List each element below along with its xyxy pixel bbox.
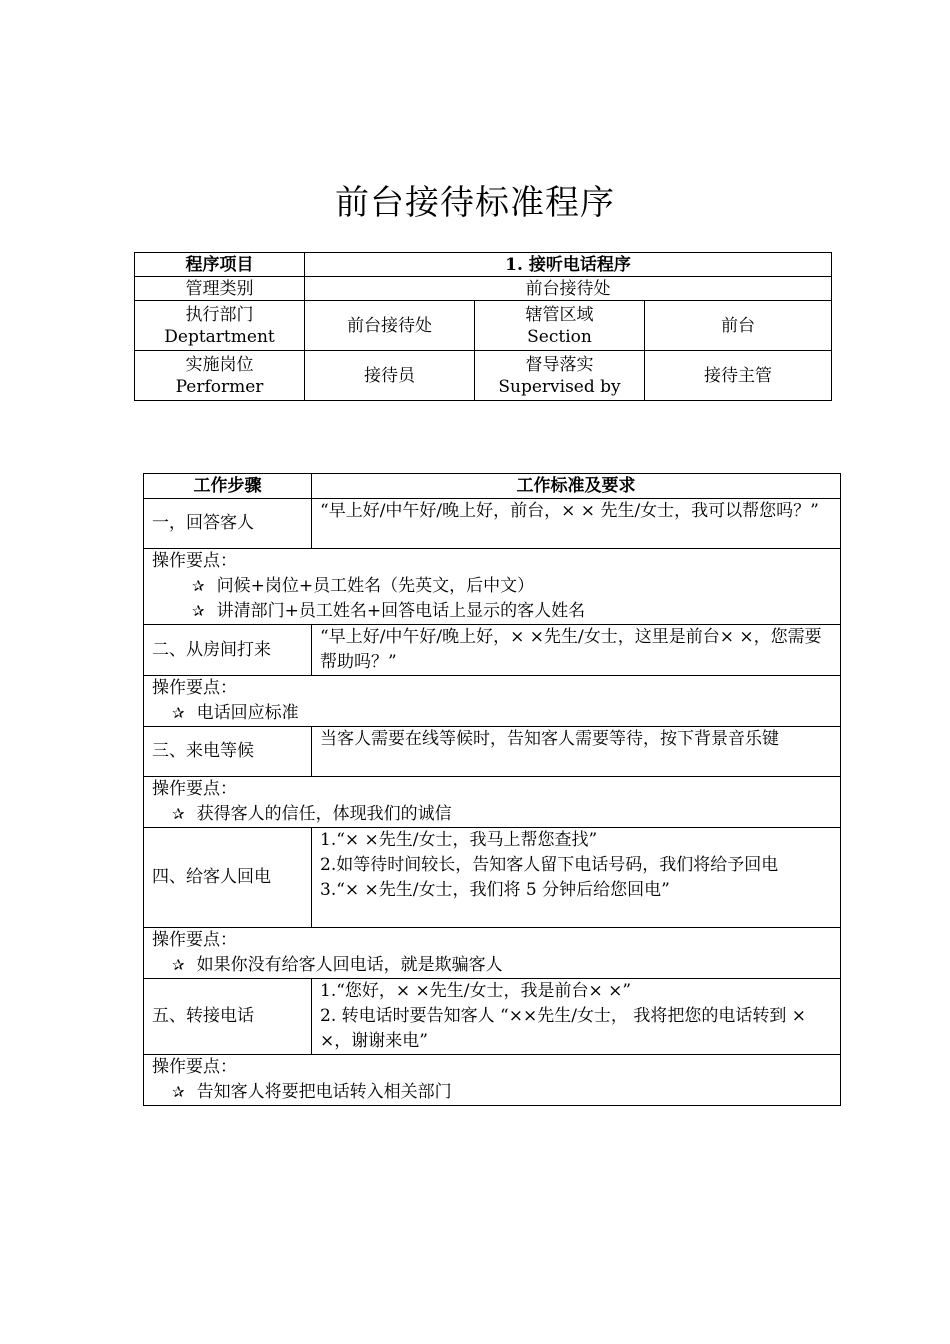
procedure-table: [143, 473, 841, 1106]
standard-line: “早上好/中午好/晚上好，× ×先生/女士，这里是前台× ×，您需要帮助吗？”: [320, 627, 822, 672]
program-value: 1. 接听电话程序: [305, 253, 832, 277]
star-icon: ✰: [172, 805, 185, 823]
step-row: [144, 828, 841, 928]
notes-label: 操作要点：: [152, 678, 237, 698]
note-text: 讲清部门+员工姓名+回答电话上显示的客人姓名: [216, 601, 586, 621]
note-item: [152, 1080, 840, 1105]
note-item: [152, 574, 840, 599]
table-row: [135, 277, 832, 301]
category-label: 管理类别: [135, 277, 305, 301]
supervised-label: 督导落实 Supervised by: [475, 351, 645, 401]
step-name: 四、给客人回电: [144, 828, 312, 928]
note-item: [152, 953, 840, 978]
step-name: 一，回答客人: [144, 499, 312, 549]
section-label: 辖管区域 Section: [475, 301, 645, 351]
note-text: 问候+岗位+员工姓名（先英文，后中文）: [216, 576, 535, 596]
table-header-row: [144, 474, 841, 499]
notes-row: [144, 676, 841, 727]
operation-notes: [144, 777, 841, 828]
note-item: [152, 701, 840, 726]
standard-line: 2.如等待时间较长，告知客人留下电话号码，我们将给予回电: [320, 855, 779, 875]
notes-row: [144, 549, 841, 625]
performer-label: 实施岗位 Performer: [135, 351, 305, 401]
dept-value: 前台接待处: [305, 301, 475, 351]
table-row: [135, 351, 832, 401]
step-standard: [312, 979, 841, 1055]
note-text: 告知客人将要把电话转入相关部门: [196, 1082, 452, 1102]
operation-notes: [144, 549, 841, 625]
note-text: 获得客人的信任，体现我们的诚信: [196, 804, 452, 824]
notes-row: [144, 777, 841, 828]
document-title: 前台接待标准程序: [335, 183, 615, 223]
program-info-table: [134, 252, 832, 401]
star-icon: ✰: [172, 704, 185, 722]
step-standard: [312, 727, 841, 777]
standard-line: 1.“× ×先生/女士，我马上帮您查找”: [320, 830, 598, 850]
note-item: [152, 802, 840, 827]
table-row: [135, 301, 832, 351]
note-text: 如果你没有给客人回电话，就是欺骗客人: [196, 955, 503, 975]
table-row: [135, 253, 832, 277]
step-row: [144, 625, 841, 676]
star-icon: ✰: [172, 1083, 185, 1101]
notes-label: 操作要点：: [152, 1057, 237, 1077]
standard-line: 3.“× ×先生/女士，我们将 5 分钟后给您回电”: [320, 880, 670, 900]
standard-line: 当客人需要在线等候时，告知客人需要等待，按下背景音乐键: [320, 729, 779, 749]
standard-line: “早上好/中午好/晚上好，前台，× × 先生/女士，我可以帮您吗？”: [320, 501, 819, 521]
notes-label: 操作要点：: [152, 779, 237, 799]
step-standard: [312, 499, 841, 549]
note-text: 电话回应标准: [196, 703, 299, 723]
notes-row: [144, 1055, 841, 1106]
operation-notes: [144, 676, 841, 727]
standard-line: 2. 转电话时要告知客人 “××先生/女士， 我将把您的电话转到 × ×，谢谢来电”: [320, 1006, 806, 1051]
header-step: 工作步骤: [144, 474, 312, 499]
category-value: 前台接待处: [305, 277, 832, 301]
performer-value: 接待员: [305, 351, 475, 401]
star-icon: ✰: [192, 577, 205, 595]
header-standard: 工作标准及要求: [312, 474, 841, 499]
program-label: 程序项目: [135, 253, 305, 277]
step-standard: [312, 828, 841, 928]
notes-label: 操作要点：: [152, 930, 237, 950]
standard-line: 1.“您好，× ×先生/女士，我是前台× ×”: [320, 981, 632, 1001]
operation-notes: [144, 928, 841, 979]
step-name: 三、来电等候: [144, 727, 312, 777]
supervised-value: 接待主管: [645, 351, 832, 401]
dept-label: 执行部门 Deptartment: [135, 301, 305, 351]
section-value: 前台: [645, 301, 832, 351]
notes-label: 操作要点：: [152, 551, 237, 571]
step-name: 五、转接电话: [144, 979, 312, 1055]
step-name: 二、从房间打来: [144, 625, 312, 676]
notes-row: [144, 928, 841, 979]
step-row: [144, 499, 841, 549]
star-icon: ✰: [192, 602, 205, 620]
note-item: [152, 599, 840, 624]
step-row: [144, 979, 841, 1055]
step-standard: [312, 625, 841, 676]
step-row: [144, 727, 841, 777]
operation-notes: [144, 1055, 841, 1106]
star-icon: ✰: [172, 956, 185, 974]
